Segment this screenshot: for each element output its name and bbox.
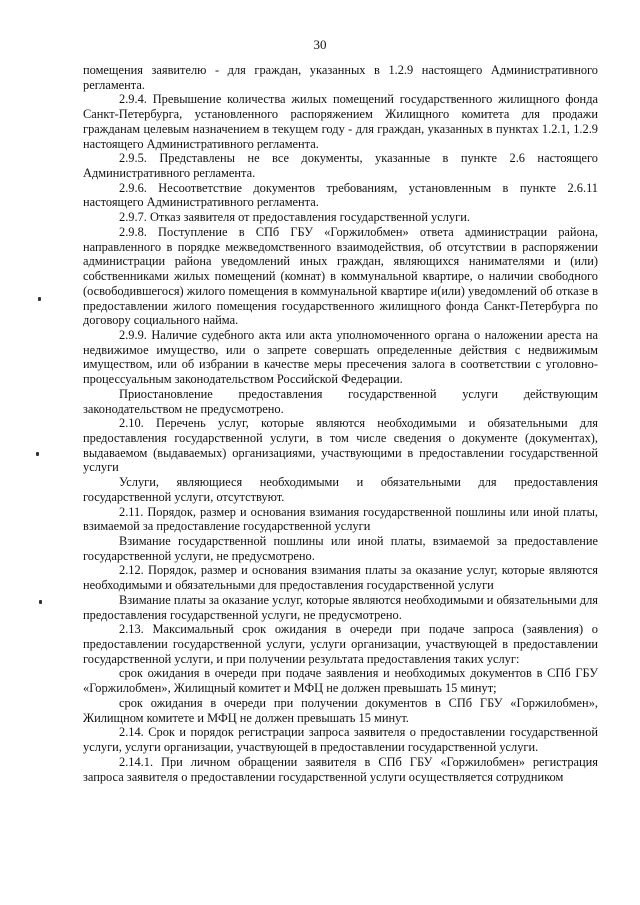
paragraph: 2.9.4. Превышение количества жилых помещений государственного жилищного фонда Санкт-Петербурга, установленного распоряжением Жилищного комитета для продажи гражданам целевым назначением в текущем году - для граждан, указанных в пунктах 1.2.1, 1.2.9 настоящего Административного регламента.: [83, 92, 598, 151]
paragraph: 2.10. Перечень услуг, которые являются необходимыми и обязательными для предоставления государственной услуги, в том числе сведения о документе (документах), выдаваемом (выдаваемых) организациями, участвующими в предоставлении государственной услуги: [83, 416, 598, 475]
paragraph: Взимание государственной пошлины или иной платы, взимаемой за предоставление государственной услуги, не предусмотрено.: [83, 534, 598, 563]
paragraph: 2.12. Порядок, размер и основания взимания платы за оказание услуг, которые являются необходимыми и обязательными для предоставления государственной услуги: [83, 563, 598, 593]
paragraph: 2.14. Срок и порядок регистрации запроса заявителя о предоставлении государственной услуги, услуги организации, участвующей в предоставлении государственной услуги.: [83, 725, 598, 755]
paragraph: 2.9.8. Поступление в СПб ГБУ «Горжилобмен» ответа администрации района, направленного в порядке межведомственного взаимодействия, об отсутствии в распоряжении администрации района уведомлений иных граждан, являющихся нанимателями и (или) собственниками жилых помещений (комнат) в коммунальной квартире, о наличии свободного (освободившегося) жилого помещения в коммунальной квартире и(или) уведомлений об отказе в предоставлении жилого помещения государственного жилищного фонда Санкт-Петербурга по договору социального найма.: [83, 224, 598, 328]
paragraph: Взимание платы за оказание услуг, которые являются необходимыми и обязательными для предоставления государственной услуги, не предусмотрено.: [83, 592, 598, 622]
paragraph: 2.9.9. Наличие судебного акта или акта уполномоченного органа о наложении ареста на недвижимое имущество, или о запрете совершать определенные действия с недвижимым имуществом, или об избрании в качестве меры пресечения залога в соответствии с уголовно-процессуальным законодательством Российской Федерации.: [83, 327, 598, 387]
paragraph: 2.9.6. Несоответствие документов требованиям, установленным в пункте 2.6.11 настоящего Административного регламента.: [83, 180, 598, 210]
scan-mark: [38, 297, 41, 301]
paragraph: 2.9.5. Представлены не все документы, указанные в пункте 2.6 настоящего Административного регламента.: [83, 151, 598, 181]
scan-mark: [36, 452, 39, 456]
paragraph: 2.11. Порядок, размер и основания взимания государственной пошлины или иной платы, взимаемой за предоставление государственной услуги: [83, 504, 598, 534]
scan-mark: [39, 600, 42, 604]
paragraph: помещения заявителю - для граждан, указанных в 1.2.9 настоящего Административного регламента.: [83, 63, 598, 92]
paragraph: срок ожидания в очереди при получении документов в СПб ГБУ «Горжилобмен», Жилищном комитете и МФЦ не должен превышать 15 минут.: [83, 695, 598, 725]
paragraph: 2.9.7. Отказ заявителя от предоставления государственной услуги.: [119, 210, 470, 225]
paragraph: Услуги, являющиеся необходимыми и обязательными для предоставления государственной услуги, отсутствуют.: [83, 475, 598, 504]
paragraph: Приостановление предоставления государственной услуги действующим законодательством не предусмотрено.: [83, 386, 598, 416]
page-number: 30: [313, 37, 327, 52]
paragraph: 2.14.1. При личном обращении заявителя в СПб ГБУ «Горжилобмен» регистрация запроса заявителя о предоставлении государственной услуги осуществляется сотрудником: [83, 754, 598, 784]
paragraph: срок ожидания в очереди при подаче заявления и необходимых документов в СПб ГБУ «Горжилобмен», Жилищный комитет и МФЦ не должен превышать 15 минут;: [83, 666, 598, 696]
document-body: [83, 63, 598, 784]
paragraph: 2.13. Максимальный срок ожидания в очереди при подаче запроса (заявления) о предоставлении государственной услуги, услуги организации, участвующей в предоставлении государственной услуги, и при получении результата предоставления таких услуг:: [83, 622, 598, 666]
